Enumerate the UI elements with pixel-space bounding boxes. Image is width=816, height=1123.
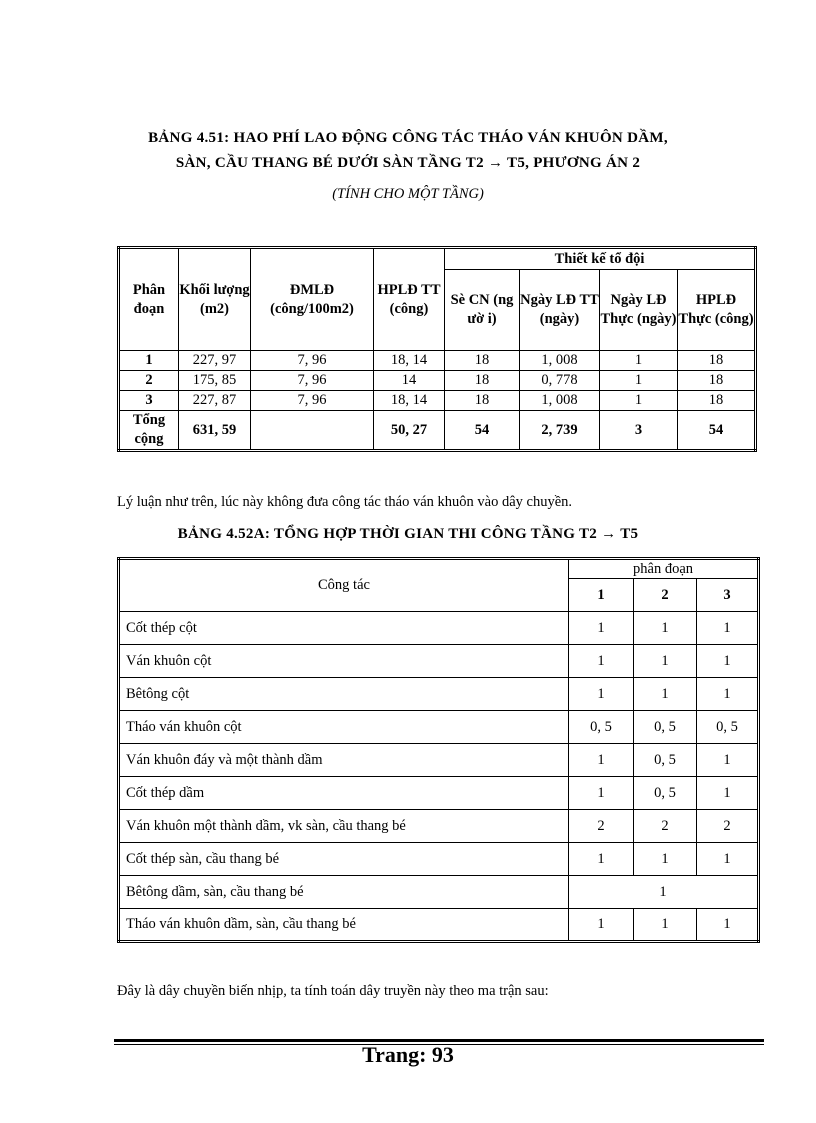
table1-subtitle: (TÍNH CHO MỘT TẦNG) — [332, 186, 484, 202]
work-name: Tháo ván khuôn dầm, sàn, cầu thang bé — [119, 909, 569, 942]
table-row — [119, 645, 759, 678]
cell: 54 — [445, 411, 520, 451]
work-name: Cốt thép sàn, cầu thang bé — [119, 843, 569, 876]
cell: 0, 5 — [634, 777, 697, 810]
cell: 7, 96 — [251, 351, 374, 371]
table-row — [119, 711, 759, 744]
cell: 1 — [697, 678, 759, 711]
cell: 50, 27 — [374, 411, 445, 451]
cell: 18 — [445, 391, 520, 411]
cell: 1 — [697, 843, 759, 876]
cell: 1 — [569, 843, 634, 876]
cell: 1 — [697, 744, 759, 777]
header-segment-2: 2 — [634, 579, 697, 612]
cell: 1 — [634, 843, 697, 876]
cell: 1 — [569, 744, 634, 777]
cell: 1 — [697, 909, 759, 942]
table1-title-line2: SÀN, CẦU THANG BÉ DƯỚI SÀN TẦNG T2 → T5, PHƯƠNG ÁN 2 — [175, 155, 641, 171]
cell: 1 — [697, 645, 759, 678]
cell: 0, 5 — [697, 711, 759, 744]
cell: 18 — [678, 391, 756, 411]
cell: 18, 14 — [374, 391, 445, 411]
cell: 1 — [600, 391, 678, 411]
work-name: Tháo ván khuôn cột — [119, 711, 569, 744]
cell: 1 — [634, 909, 697, 942]
cell: 1 — [569, 777, 634, 810]
work-name: Bêtông cột — [119, 678, 569, 711]
cell: 1 — [600, 371, 678, 391]
cell: 0, 778 — [520, 371, 600, 391]
total-row — [119, 411, 756, 451]
paragraph: Lý luận như trên, lúc này không đưa công tác tháo ván khuôn vào dây chuyền. — [117, 494, 573, 510]
cell: 1 — [634, 678, 697, 711]
cell: 1 — [569, 678, 634, 711]
work-name: Cốt thép dầm — [119, 777, 569, 810]
cell: 227, 97 — [179, 351, 251, 371]
cell: 18 — [678, 371, 756, 391]
cell: 0, 5 — [569, 711, 634, 744]
header-hpld-tt: HPLĐ TT (công) — [374, 248, 445, 351]
work-name: Cốt thép cột — [119, 612, 569, 645]
table-row — [119, 371, 756, 391]
cell: 18 — [678, 351, 756, 371]
cell: 1 — [569, 645, 634, 678]
table-row — [119, 810, 759, 843]
cell: 14 — [374, 371, 445, 391]
table-row — [119, 876, 759, 909]
header-worker-count: Sè CN (ng ườ i) — [445, 270, 520, 351]
cell: 1 — [569, 909, 634, 942]
cell: 2 — [697, 810, 759, 843]
cell: 227, 87 — [179, 391, 251, 411]
cell: 0, 5 — [634, 744, 697, 777]
cell: 7, 96 — [251, 371, 374, 391]
header-segment-3: 3 — [697, 579, 759, 612]
table1-title-line1: BẢNG 4.51: HAO PHÍ LAO ĐỘNG CÔNG TÁC THÁO VÁN KHUÔN DẦM, — [148, 130, 668, 146]
cell: 1, 008 — [520, 351, 600, 371]
header-team-design: Thiết kế tổ đội — [445, 248, 756, 270]
cell: 2, 739 — [520, 411, 600, 451]
cell: 1 — [600, 351, 678, 371]
total-label: Tổng cộng — [119, 411, 179, 451]
work-name: Ván khuôn một thành dầm, vk sàn, cầu thang bé — [119, 810, 569, 843]
header-segments: phân đoạn — [569, 559, 759, 579]
cell: 1 — [634, 612, 697, 645]
cell: 1 — [634, 645, 697, 678]
header-hpld-thuc: HPLĐ Thực (công) — [678, 270, 756, 351]
cell: 0, 5 — [634, 711, 697, 744]
table-row — [119, 612, 759, 645]
cell: 18, 14 — [374, 351, 445, 371]
cell: 1, 008 — [520, 391, 600, 411]
header-ngay-ld-thuc: Ngày LĐ Thực (ngày) — [600, 270, 678, 351]
cell: 18 — [445, 351, 520, 371]
cell: 7, 96 — [251, 391, 374, 411]
cell: 3 — [119, 391, 179, 411]
cell: 1 — [697, 777, 759, 810]
header-ngay-ld-tt: Ngày LĐ TT (ngày) — [520, 270, 600, 351]
page-number: Trang: 93 — [362, 1042, 454, 1067]
cell: 1 — [697, 612, 759, 645]
table-row — [119, 777, 759, 810]
cell: 3 — [600, 411, 678, 451]
table-row — [119, 843, 759, 876]
cell: 631, 59 — [179, 411, 251, 451]
header-dmld: ĐMLĐ (công/100m2) — [251, 248, 374, 351]
table-row — [119, 678, 759, 711]
header-segment-1: 1 — [569, 579, 634, 612]
cell — [251, 411, 374, 451]
table-row — [119, 909, 759, 942]
header-phan-doan: Phân đoạn — [119, 248, 179, 351]
work-name: Bêtông dầm, sàn, cầu thang bé — [119, 876, 569, 909]
cell: 1 — [569, 612, 634, 645]
table2-title: BẢNG 4.52A: TỔNG HỢP THỜI GIAN THI CÔNG TẦNG T2 → T5 — [177, 526, 639, 542]
header-work: Công tác — [119, 559, 569, 612]
cell: 175, 85 — [179, 371, 251, 391]
work-name: Ván khuôn đáy và một thành dầm — [119, 744, 569, 777]
paragraph: Đây là dây chuyền biến nhịp, ta tính toán dây truyền này theo ma trận sau: — [117, 983, 549, 999]
cell: 2 — [569, 810, 634, 843]
cell: 54 — [678, 411, 756, 451]
cell: 2 — [634, 810, 697, 843]
table-row — [119, 744, 759, 777]
construction-time-table — [117, 557, 760, 943]
merged-cell: 1 — [569, 876, 759, 909]
labor-cost-table — [117, 246, 757, 452]
table-row — [119, 351, 756, 371]
cell: 18 — [445, 371, 520, 391]
table-row — [119, 391, 756, 411]
work-name: Ván khuôn cột — [119, 645, 569, 678]
cell: 1 — [119, 351, 179, 371]
header-khoi-luong: Khối lượng (m2) — [179, 248, 251, 351]
cell: 2 — [119, 371, 179, 391]
